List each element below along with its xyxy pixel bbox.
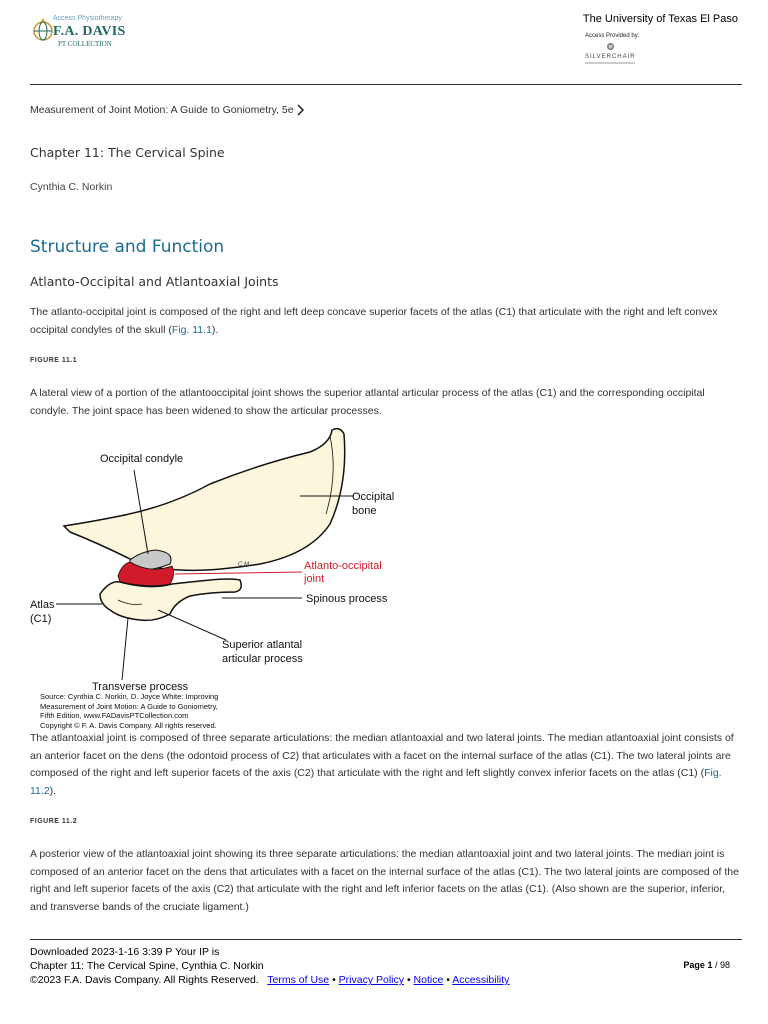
paragraph-1 [30, 304, 742, 339]
access-label: Access Provided by: [585, 33, 640, 39]
provider-tagline-bar [585, 62, 635, 64]
label-superior-2: articular process [222, 653, 303, 665]
footer-divider [30, 939, 742, 940]
label-occipital-condyle: Occipital condyle [100, 453, 184, 465]
provider-name: SILVERCHAIR [585, 54, 636, 60]
page-label: Page [683, 960, 705, 970]
globe-logo-icon [32, 16, 54, 46]
label-occipital-bone-2: bone [352, 505, 377, 517]
privacy-policy-link[interactable]: Privacy Policy [338, 974, 405, 986]
author: Cynthia C. Norkin [30, 181, 113, 193]
page-total: 98 [719, 960, 730, 970]
figure-1-label: FIGURE 11.1 [30, 357, 78, 364]
logo-sub-text: PT COLLECTION [58, 40, 112, 48]
paragraph-1-text: The atlanto-occipital joint is composed of the right and left deep concave superior facets of the atlas (C1) that articulate with the right and left convex occipital condyles of the skull ( [30, 306, 718, 336]
source-line: Source: Cynthia C. Norkin, D. Joyce White: Improving [40, 692, 219, 701]
source-line: Fifth Edition, www.FADavisPTCollection.com [40, 711, 189, 720]
download-info: Downloaded 2023-1-16 3:39 P Your IP is [30, 946, 220, 958]
copyright: ©2023 F.A. Davis Company. All Rights Reserved. [30, 974, 259, 986]
label-ao-joint-2: joint [304, 573, 325, 585]
breadcrumb-book[interactable]: Measurement of Joint Motion: A Guide to Goniometry, 5e [30, 104, 294, 116]
section-heading: Structure and Function [30, 237, 225, 257]
fig-11-1-link[interactable]: Fig. 11.1 [171, 323, 212, 336]
source-line: Copyright © F. A. Davis Company. All rights reserved. [40, 720, 217, 730]
chapter-title: Chapter 11: The Cervical Spine [30, 145, 225, 160]
page-number: Page 1 / 98 [683, 960, 730, 970]
silverchair-icon [606, 42, 615, 51]
atlas-shape [100, 579, 241, 620]
label-ao-joint-1: Atlanto-occipital [304, 560, 382, 572]
breadcrumb[interactable] [30, 104, 305, 116]
chevron-right-icon [297, 104, 305, 116]
header-divider [30, 84, 742, 85]
label-atlas-2: (C1) [30, 613, 52, 625]
page-current: 1 [707, 960, 713, 970]
logo-main-text: F.A. DAVIS [53, 24, 126, 39]
figure-1-source [40, 692, 218, 730]
illustrator-initials: C.M. [238, 562, 251, 568]
figure-11-1-image [30, 424, 410, 694]
accessibility-link[interactable]: Accessibility [452, 974, 510, 986]
label-superior-1: Superior atlantal [222, 639, 303, 651]
figure-2-caption: A posterior view of the atlantoaxial joint showing its three separate articulations: the median atlantoaxial joint and two lateral joints. The median joint is composed of an anterior facet on the dens that articulates with a facet on the internal surface of the atlas (C1). The two lateral joints are composed of the right and left superior facets of the axis (C2) that articulate with the right and left inferior facets on the atlas (C1). (Also shown are the superior, inferior, and transverse bands of the cruciate ligament.) [30, 848, 739, 913]
footer-copyright-line: ©2023 F.A. Davis Company. All Rights Reserved. Terms of Use • Privacy Policy • Notice • Accessibility [30, 974, 510, 986]
paragraph-2 [30, 730, 742, 800]
occipital-bone-shape [64, 429, 345, 571]
paragraph-2-text: The atlantoaxial joint is composed of three separate articulations: the median atlantoaxial and two lateral joints. The median atlantoaxial joint consists of an anterior facet on the dens (the odontoid process of C2) that articulates with a facet on the internal surface of the atlas (C1). The two lateral joints are composed of the right and left superior facets of the axis (C2) that articulate with the right and left slightly convex inferior facets on the atlas (C1) ( [30, 732, 734, 779]
subsection-heading: Atlanto-Occipital and Atlantoaxial Joints [30, 274, 279, 289]
institution-name: The University of Texas El Paso [582, 13, 738, 25]
figure-2-label: FIGURE 11.2 [30, 818, 78, 825]
label-occipital-bone-1: Occipital [352, 491, 395, 503]
label-spinous-process: Spinous process [306, 593, 388, 605]
figure-1-caption: A lateral view of a portion of the atlantooccipital joint shows the superior atlantal articular process of the atlas (C1) and the corresponding occipital condyle. The joint space has been widened to show the articular processes. [30, 387, 705, 417]
notice-link[interactable]: Notice [413, 974, 444, 986]
fig-11-2-link[interactable]: Fig. 11.2 [30, 767, 722, 797]
label-atlas-1: Atlas [30, 599, 55, 611]
footer-chapter: Chapter 11: The Cervical Spine, Cynthia C. Norkin [30, 960, 264, 972]
paragraph-1-end: ). [211, 323, 219, 336]
terms-of-use-link[interactable]: Terms of Use [267, 974, 330, 986]
source-line: Measurement of Joint Motion: A Guide to Goniometry, [40, 701, 218, 711]
paragraph-2-end: ). [49, 784, 57, 797]
label-transverse-process: Transverse process [92, 681, 189, 693]
logo-small-text: Access Physiotherapy [53, 15, 122, 22]
